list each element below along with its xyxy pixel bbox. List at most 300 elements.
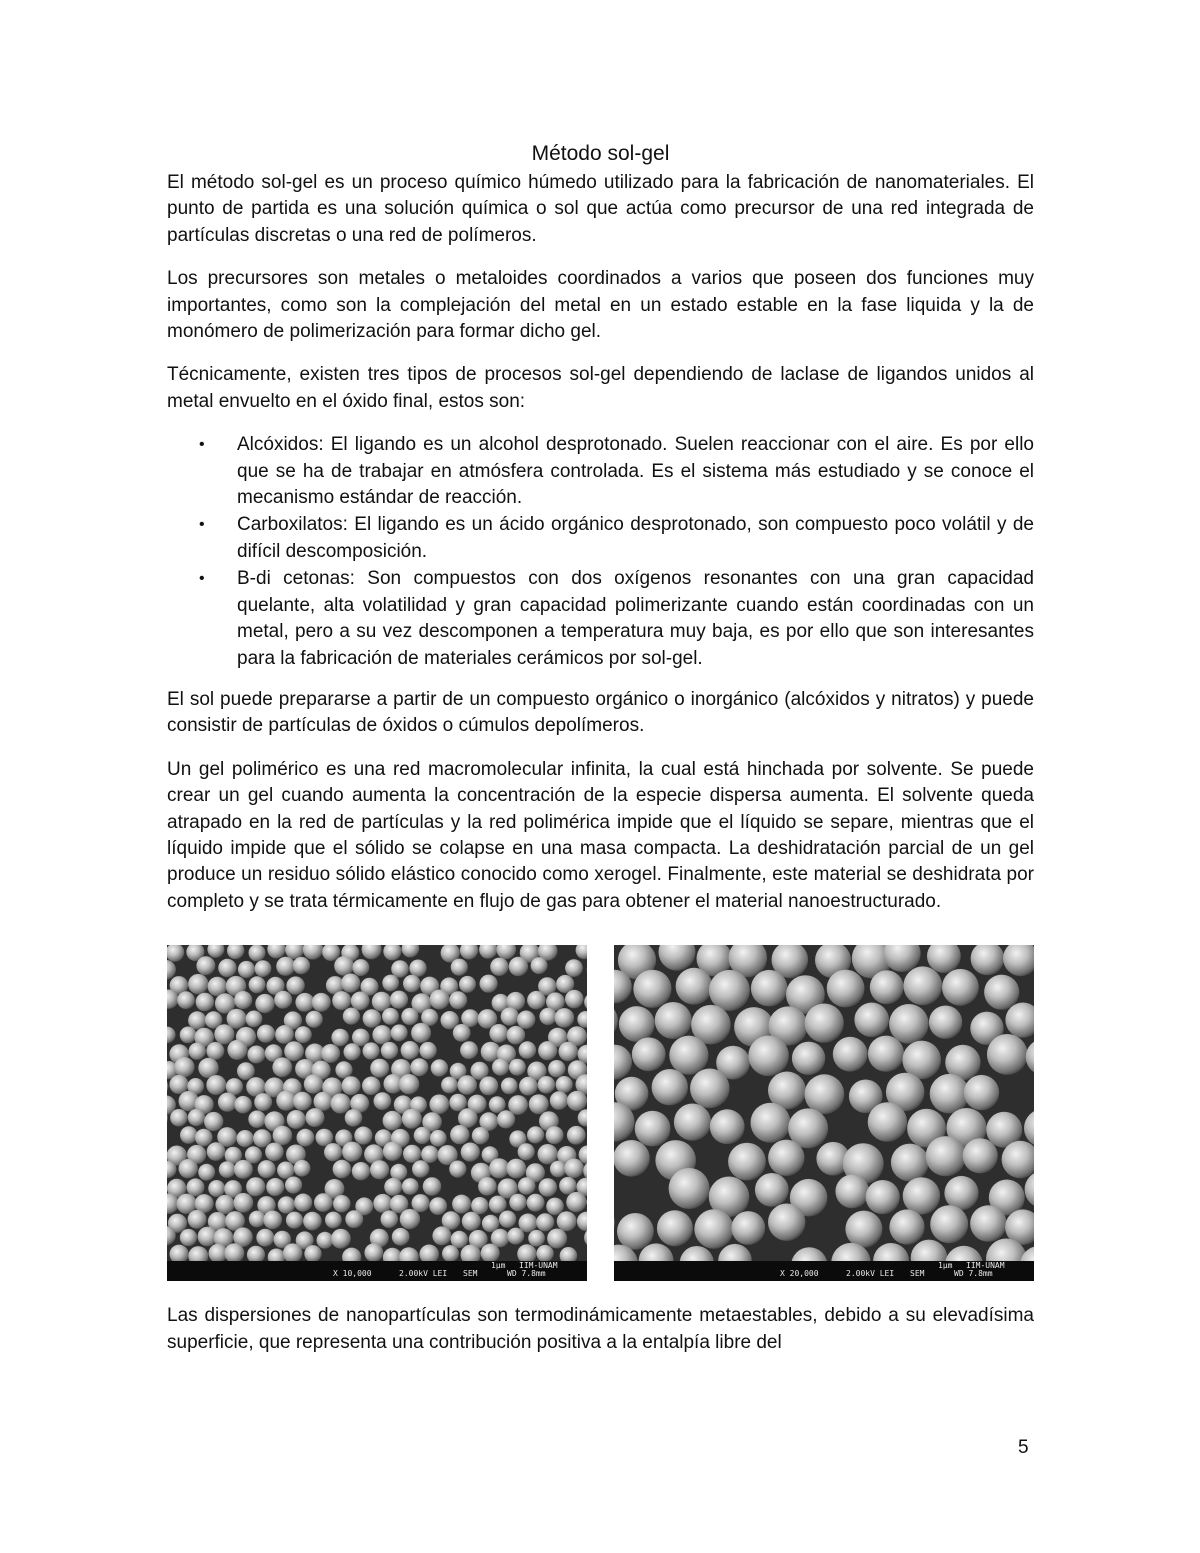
microsphere [273,1126,293,1146]
microsphere [382,1008,399,1025]
sem-lab-label: IIM-UNAM [519,1261,558,1271]
microsphere [392,1228,410,1246]
microsphere [423,1177,442,1196]
microsphere [294,1160,311,1177]
microsphere [929,1006,962,1039]
microsphere [538,1041,557,1060]
microsphere [188,1109,205,1126]
microsphere [391,960,409,978]
microsphere [854,1003,889,1038]
microsphere [768,1204,805,1241]
microsphere [219,1161,236,1178]
microsphere [287,1110,306,1129]
sem-scale-label: 1μm [491,1261,506,1271]
microsphere [489,1024,508,1043]
microsphere [286,1212,303,1229]
microsphere [402,1109,422,1129]
microsphere [188,1210,207,1229]
microsphere [321,1044,340,1063]
microsphere [331,1229,351,1249]
paragraph-sol-preparation: El sol puede prepararse a partir de un compuesto orgánico o inorgánico (alcóxidos y nitratos) y puede consistir de partículas de óxidos o cúmulos depolímeros. [167,688,1034,737]
microsphere [555,1008,575,1028]
microsphere [170,1109,188,1127]
microsphere [274,991,292,1009]
microsphere [333,1195,351,1213]
microsphere [227,1040,247,1060]
microsphere [527,1194,545,1212]
page-number: 5 [1018,1437,1029,1458]
microsphere [429,1095,449,1115]
microsphere [372,1025,391,1044]
microsphere [509,1194,526,1211]
microsphere [497,1110,515,1128]
microsphere [833,1037,868,1072]
microsphere [478,1177,497,1196]
microsphere [755,1173,789,1207]
microsphere [835,1175,869,1209]
microsphere [964,1075,999,1110]
microsphere [751,970,788,1007]
microsphere [234,1193,254,1213]
microsphere [399,1074,419,1094]
microsphere [632,1038,666,1072]
microsphere [390,991,408,1009]
microsphere [238,961,255,978]
microsphere [297,1129,315,1147]
microsphere-image [167,945,587,1261]
microsphere [343,1008,360,1025]
microsphere [527,991,546,1010]
microsphere [381,1211,399,1229]
microsphere [206,1042,224,1060]
microsphere [457,1075,477,1095]
microsphere [314,1193,333,1212]
microsphere [277,1162,294,1179]
sem-micrograph-high-magnification [614,945,1034,1281]
list-item [167,432,1034,511]
microsphere [567,1126,586,1145]
microsphere [548,1060,565,1077]
microsphere [342,1142,362,1162]
microsphere [331,1094,351,1114]
microsphere [870,970,904,1004]
microsphere [248,1111,266,1129]
microsphere [619,1006,655,1042]
microsphere [306,1011,323,1028]
microsphere [635,1111,671,1147]
microsphere [256,1229,274,1247]
microsphere [507,1026,526,1045]
sem-image-row [167,945,1034,1281]
microsphere [314,1092,333,1111]
microsphere [354,1127,372,1145]
sem-working-distance: WD 7.8mm [954,1269,993,1279]
sem-lab-label: IIM-UNAM [966,1261,1005,1271]
microsphere [449,1094,467,1112]
microsphere [633,970,671,1008]
microsphere [889,1004,929,1044]
microsphere [174,1057,194,1077]
microsphere [412,1160,429,1177]
microsphere [501,1007,519,1025]
microsphere [690,1069,730,1109]
microsphere [655,1002,692,1039]
microsphere [792,1042,825,1075]
microsphere [453,1024,471,1042]
microsphere [506,1159,526,1179]
microsphere [334,956,354,976]
sem-magnification: X 10,000 [333,1269,372,1279]
microsphere [480,975,498,993]
microsphere [942,969,979,1006]
microsphere [265,1143,284,1162]
microsphere [295,993,314,1012]
microsphere [891,1144,929,1182]
microsphere [272,1058,292,1078]
microsphere [519,1214,538,1233]
microsphere [312,993,331,1012]
microsphere [324,1143,342,1161]
microsphere [546,1126,564,1144]
microsphere [285,1177,302,1194]
microsphere [903,967,942,1006]
list-item-text: Alcóxidos: El ligando es un alcohol desprotonado. Suelen reaccionar con el aire. Es por ello que se ha de trabajar en atmósfera controlada. Es el sistema más estudiado y se conoce el mecanismo estándar de reacción. [237,434,1034,509]
microsphere [306,1108,325,1127]
microsphere [519,1077,538,1096]
microsphere [930,1205,968,1243]
microsphere [903,1177,940,1214]
microsphere [501,1078,518,1095]
microsphere [218,1093,237,1112]
microsphere [489,1158,509,1178]
microsphere [614,1140,650,1177]
microsphere [827,970,865,1008]
sem-scale-label: 1μm [938,1261,953,1271]
list-item-text: Carboxilatos: El ligando es un ácido orgánico desprotonado, son compuesto poco volátil y de difícil descomposición. [237,514,1034,562]
microsphere [538,1076,556,1094]
sem-voltage: 2.00kV LEI [399,1269,448,1279]
microsphere [257,1025,275,1043]
microsphere [187,1179,205,1197]
microsphere [352,1162,370,1180]
microsphere [207,1142,226,1161]
microsphere [295,1026,312,1043]
microsphere [472,1127,489,1144]
microsphere [499,1211,516,1228]
microsphere [363,1043,380,1060]
microsphere [335,1061,352,1078]
microsphere [547,1229,567,1249]
list-item [167,512,1034,565]
microsphere [460,1041,478,1059]
microsphere [449,1161,466,1178]
microsphere [538,1144,558,1164]
microsphere [401,1041,420,1060]
microsphere [196,956,215,975]
microsphere [403,1145,421,1163]
microsphere [400,1209,420,1229]
microsphere [441,1077,458,1094]
microsphere [373,1194,392,1213]
microsphere [180,1126,198,1144]
microsphere [383,1142,402,1161]
microsphere [984,975,1019,1010]
microsphere [345,1210,363,1228]
microsphere [509,1059,526,1076]
microsphere [492,1059,509,1076]
microsphere-image [614,945,1034,1261]
microsphere [728,1143,766,1181]
microsphere [304,1075,323,1094]
microsphere [215,1195,234,1214]
microsphere [970,1205,1007,1242]
microsphere [206,1075,226,1095]
microsphere [188,1011,206,1029]
microsphere [550,1091,569,1110]
sem-info-bar [614,1261,1034,1281]
microsphere [234,991,252,1009]
microsphere [331,1029,349,1047]
microsphere [517,1011,535,1029]
microsphere [402,1178,419,1195]
microsphere [204,1112,223,1131]
microsphere [234,1160,253,1179]
microsphere [362,1077,381,1096]
sem-mode: SEM [910,1269,925,1279]
microsphere [461,1143,480,1162]
microsphere [332,991,351,1010]
microsphere [557,1211,577,1231]
microsphere [275,1025,294,1044]
microsphere [255,960,272,977]
microsphere [674,1104,711,1141]
microsphere [565,959,583,977]
sem-magnification: X 20,000 [780,1269,819,1279]
microsphere [237,1062,255,1080]
microsphere [657,1210,693,1246]
microsphere [419,1042,436,1059]
microsphere [450,1125,469,1144]
bullet-icon: • [199,436,205,454]
microsphere [263,1211,282,1230]
microsphere [384,1178,402,1196]
microsphere [527,1126,544,1143]
microsphere [255,994,274,1013]
microsphere [550,1161,567,1178]
microsphere [451,959,468,976]
microsphere [429,1197,447,1215]
microsphere [944,1176,978,1210]
microsphere [382,975,399,992]
microsphere [449,991,467,1009]
microsphere [963,1138,998,1173]
microsphere [805,1004,844,1043]
microsphere [528,1230,545,1247]
microsphere [317,1232,334,1249]
microsphere [490,958,508,976]
microsphere [709,970,750,1011]
microsphere [617,1213,654,1250]
microsphere [868,1036,904,1072]
microsphere [370,1160,389,1179]
sem-voltage: 2.00kV LEI [846,1269,895,1279]
microsphere [432,1227,451,1246]
microsphere [489,1096,506,1113]
microsphere [278,1196,295,1213]
microsphere [421,1146,439,1164]
microsphere [430,1130,447,1147]
microsphere [180,1229,197,1246]
microsphere [381,1042,398,1059]
microsphere [293,1092,312,1111]
microsphere [234,1096,252,1114]
microsphere [246,1011,263,1028]
microsphere [249,1211,266,1228]
microsphere [208,1180,225,1197]
microsphere [652,1069,688,1105]
microsphere [518,1177,536,1195]
microsphere [748,1036,789,1077]
microsphere [567,1091,587,1111]
microsphere [284,1041,304,1061]
microsphere [479,1077,498,1096]
microsphere [845,1211,882,1248]
microsphere [459,976,476,993]
sem-info-bar [167,1261,587,1281]
microsphere [214,1024,234,1044]
microsphere [169,1075,188,1094]
microsphere [452,1195,471,1214]
microsphere [409,960,426,977]
microsphere [889,1210,924,1245]
microsphere [411,1023,431,1043]
paragraph-polymeric-gel: Un gel polimérico es una red macromolecular infinita, la cual está hinchada por solvente. Se puede crear un gel cuando aumenta la concentración de la especie dispersa aumenta. El solvente queda atrapado en la red de partículas y la red polimérica impide que el líquido se separe, mientras que el líquido impide que el sólido se colapse en una masa compacta. La deshidratación parcial de un gel produce un residuo sólido elástico conocido como xerogel. Finalmente, este material se deshidrata por completo y se trata térmicamente en flujo de gas para obtener el material nanoestructurado. [167,758,1034,912]
microsphere [342,1076,361,1095]
microsphere [539,1178,558,1197]
microsphere [987,1034,1028,1075]
microsphere [566,1192,586,1212]
microsphere [293,957,310,974]
microsphere [286,977,304,995]
sem-working-distance: WD 7.8mm [507,1269,546,1279]
ligand-type-list [167,432,1034,672]
microsphere [246,1177,265,1196]
microsphere [676,968,713,1005]
microsphere [866,1180,900,1214]
paragraph-dispersions: Las dispersiones de nanopartículas son termodinámicamente metaestables, debido a su elevadísima superficie, que representa una contribución positiva a la entalpía libre del [167,1305,1034,1353]
microsphere [768,1140,804,1176]
microsphere [518,1143,535,1160]
microsphere [403,975,421,993]
microsphere [344,1043,361,1060]
paragraph-intro: El método sol-gel es un proceso químico húmedo utilizado para la fabricación de nanomateriales. El punto de partida es una solución química o sol que actúa como precursor de una red integrada de partículas discretas o una red de polímeros. [167,172,1034,246]
microsphere [218,959,236,977]
microsphere [930,1074,970,1114]
microsphere [430,990,450,1010]
microsphere [266,1178,284,1196]
microsphere [564,1159,584,1179]
microsphere [188,974,208,994]
microsphere [325,1212,342,1229]
microsphere [249,976,266,993]
paragraph-process-types: Técnicamente, existen tres tipos de procesos sol-gel dependiendo de laclase de ligandos unidos al metal envuelto en el óxido final, estos son: [167,364,1034,412]
microsphere [531,957,548,974]
microsphere [556,1076,573,1093]
bullet-icon: • [199,570,205,588]
microsphere [489,1196,507,1214]
microsphere [431,1059,448,1076]
microsphere [926,1136,966,1176]
microsphere [237,1130,254,1147]
microsphere [507,1228,524,1245]
microsphere [195,1129,213,1147]
microsphere [341,974,360,993]
microsphere [471,1197,488,1214]
microsphere [751,1103,791,1143]
microsphere [363,1009,382,1028]
microsphere [303,1212,322,1231]
page-title: Método sol-gel [531,142,670,165]
microsphere [694,1209,733,1248]
microsphere [249,945,266,961]
microsphere [546,1198,564,1216]
microsphere [208,977,227,996]
microsphere [536,1213,554,1231]
microsphere [868,1102,907,1141]
microsphere [196,993,215,1012]
microsphere [383,1111,403,1131]
microsphere [462,1212,481,1231]
microsphere [345,1109,363,1127]
microsphere [370,1059,389,1078]
microsphere [177,991,195,1009]
microsphere [509,957,528,976]
microsphere [410,1058,428,1076]
microsphere [565,990,584,1009]
microsphere [805,1074,845,1114]
microsphere [179,1159,198,1178]
bullet-icon: • [199,516,205,534]
microsphere [258,1160,276,1178]
paragraph-precursors: Los precursores son metales o metaloides coordinados a varios que poseen dos funciones muy importantes, como son la complejación del metal en un estado estable en la fase liquida y la de monómero de polimerización para formar dicho gel. [167,268,1034,343]
microsphere [412,1194,430,1212]
microsphere [401,1008,418,1025]
microsphere [276,957,295,976]
microsphere [710,1109,745,1144]
microsphere [198,1164,215,1181]
microsphere [352,959,369,976]
microsphere [374,1092,392,1110]
microsphere [351,992,370,1011]
microsphere [539,1008,556,1025]
page-content [167,140,1034,1373]
microsphere [189,1043,206,1060]
microsphere [669,1036,708,1075]
microsphere [559,1042,578,1061]
microsphere [391,1025,408,1042]
microsphere [254,1093,272,1111]
microsphere [180,1027,197,1044]
sem-mode: SEM [463,1269,478,1279]
sem-micrograph-low-magnification [167,945,587,1281]
microsphere [519,1041,537,1059]
list-item-text: B-di cetonas: Son compuestos con dos oxígenos resonantes con una gran capacidad quelante, alta volatilidad y gran capacidad polimerizante cuando están coordinadas con un metal, pero a su vez descomponen a temperatura muy baja, es por ello que son interesantes para la fabricación de materiales cerámicos por sol-gel. [237,568,1034,669]
microsphere [529,1094,549,1114]
microsphere [414,1127,431,1144]
list-item [167,566,1034,672]
microsphere [333,1160,352,1179]
microsphere [559,1177,577,1195]
